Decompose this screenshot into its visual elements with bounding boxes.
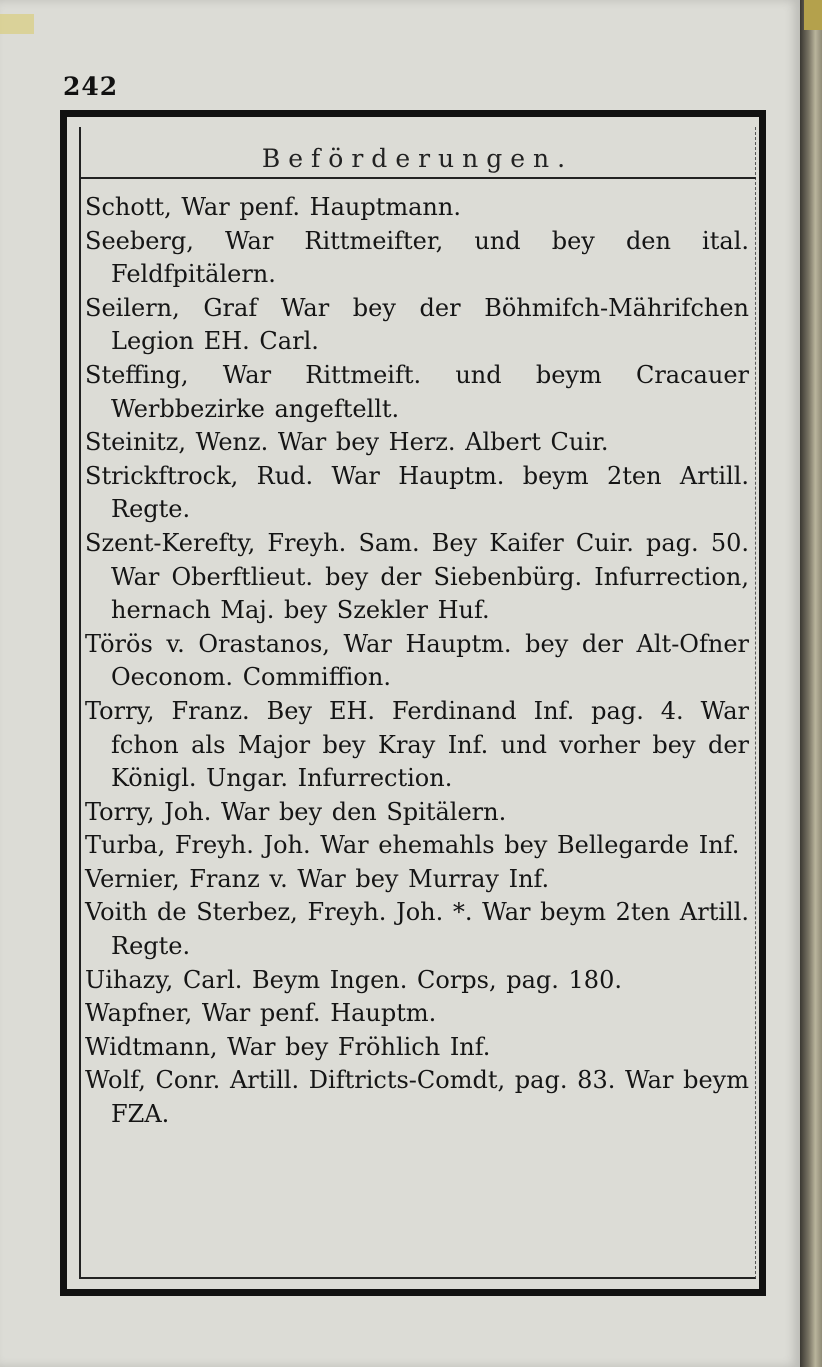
- section-header: [79, 127, 756, 179]
- promotion-list: [85, 191, 749, 1132]
- list-item: Seilern, Graf War bey der Böhmifch-Mährifchen Legion EH. Carl.: [85, 293, 749, 356]
- list-item: Steinitz, Wenz. War bey Herz. Albert Cuir.: [85, 428, 609, 457]
- list-item: Wolf, Conr. Artill. Diftricts-Comdt, pag. 83. War beym FZA.: [85, 1066, 749, 1129]
- text-frame: [60, 110, 766, 1296]
- book-gutter: [800, 0, 822, 1367]
- list-item: Uihazy, Carl. Beym Ingen. Corps, pag. 180.: [85, 965, 622, 994]
- list-item: Voith de Sterbez, Freyh. Joh. *. War beym 2ten Artill. Regte.: [85, 898, 749, 961]
- list-item: Turba, Freyh. Joh. War ehemahls bey Bellegarde Inf.: [85, 831, 740, 860]
- section-title: Beförderungen.: [261, 144, 574, 173]
- gutter-stain: [804, 0, 822, 30]
- page-number: 242: [63, 72, 119, 101]
- list-item: Törös v. Orastanos, War Hauptm. bey der Alt-Ofner Oeconom. Commiffion.: [85, 629, 749, 692]
- list-item: Torry, Joh. War bey den Spitälern.: [85, 797, 507, 826]
- list-item: Widtmann, War bey Fröhlich Inf.: [85, 1032, 491, 1061]
- paper-stain: [0, 14, 34, 34]
- list-item: Wapfner, War penf. Hauptm.: [85, 999, 437, 1028]
- list-item: Vernier, Franz v. War bey Murray Inf.: [85, 864, 550, 893]
- list-item: Szent-Kerefty, Freyh. Sam. Bey Kaifer Cuir. pag. 50. War Oberftlieut. bey der Siebenbürg. Infurrection, hernach Maj. bey Szekler Huf.: [85, 528, 749, 625]
- list-item: Schott, War penf. Hauptmann.: [85, 193, 461, 221]
- list-item: Strickftrock, Rud. War Hauptm. beym 2ten Artill. Regte.: [85, 461, 749, 524]
- list-item: Steffing, War Rittmeift. und beym Cracauer Werbbezirke angeftellt.: [85, 360, 749, 423]
- list-item: Seeberg, War Rittmeifter, und bey den ital. Feldfpitälern.: [85, 226, 749, 289]
- list-item: Torry, Franz. Bey EH. Ferdinand Inf. pag. 4. War fchon als Major bey Kray Inf. und vorher bey der Königl. Ungar. Infurrection.: [85, 696, 749, 793]
